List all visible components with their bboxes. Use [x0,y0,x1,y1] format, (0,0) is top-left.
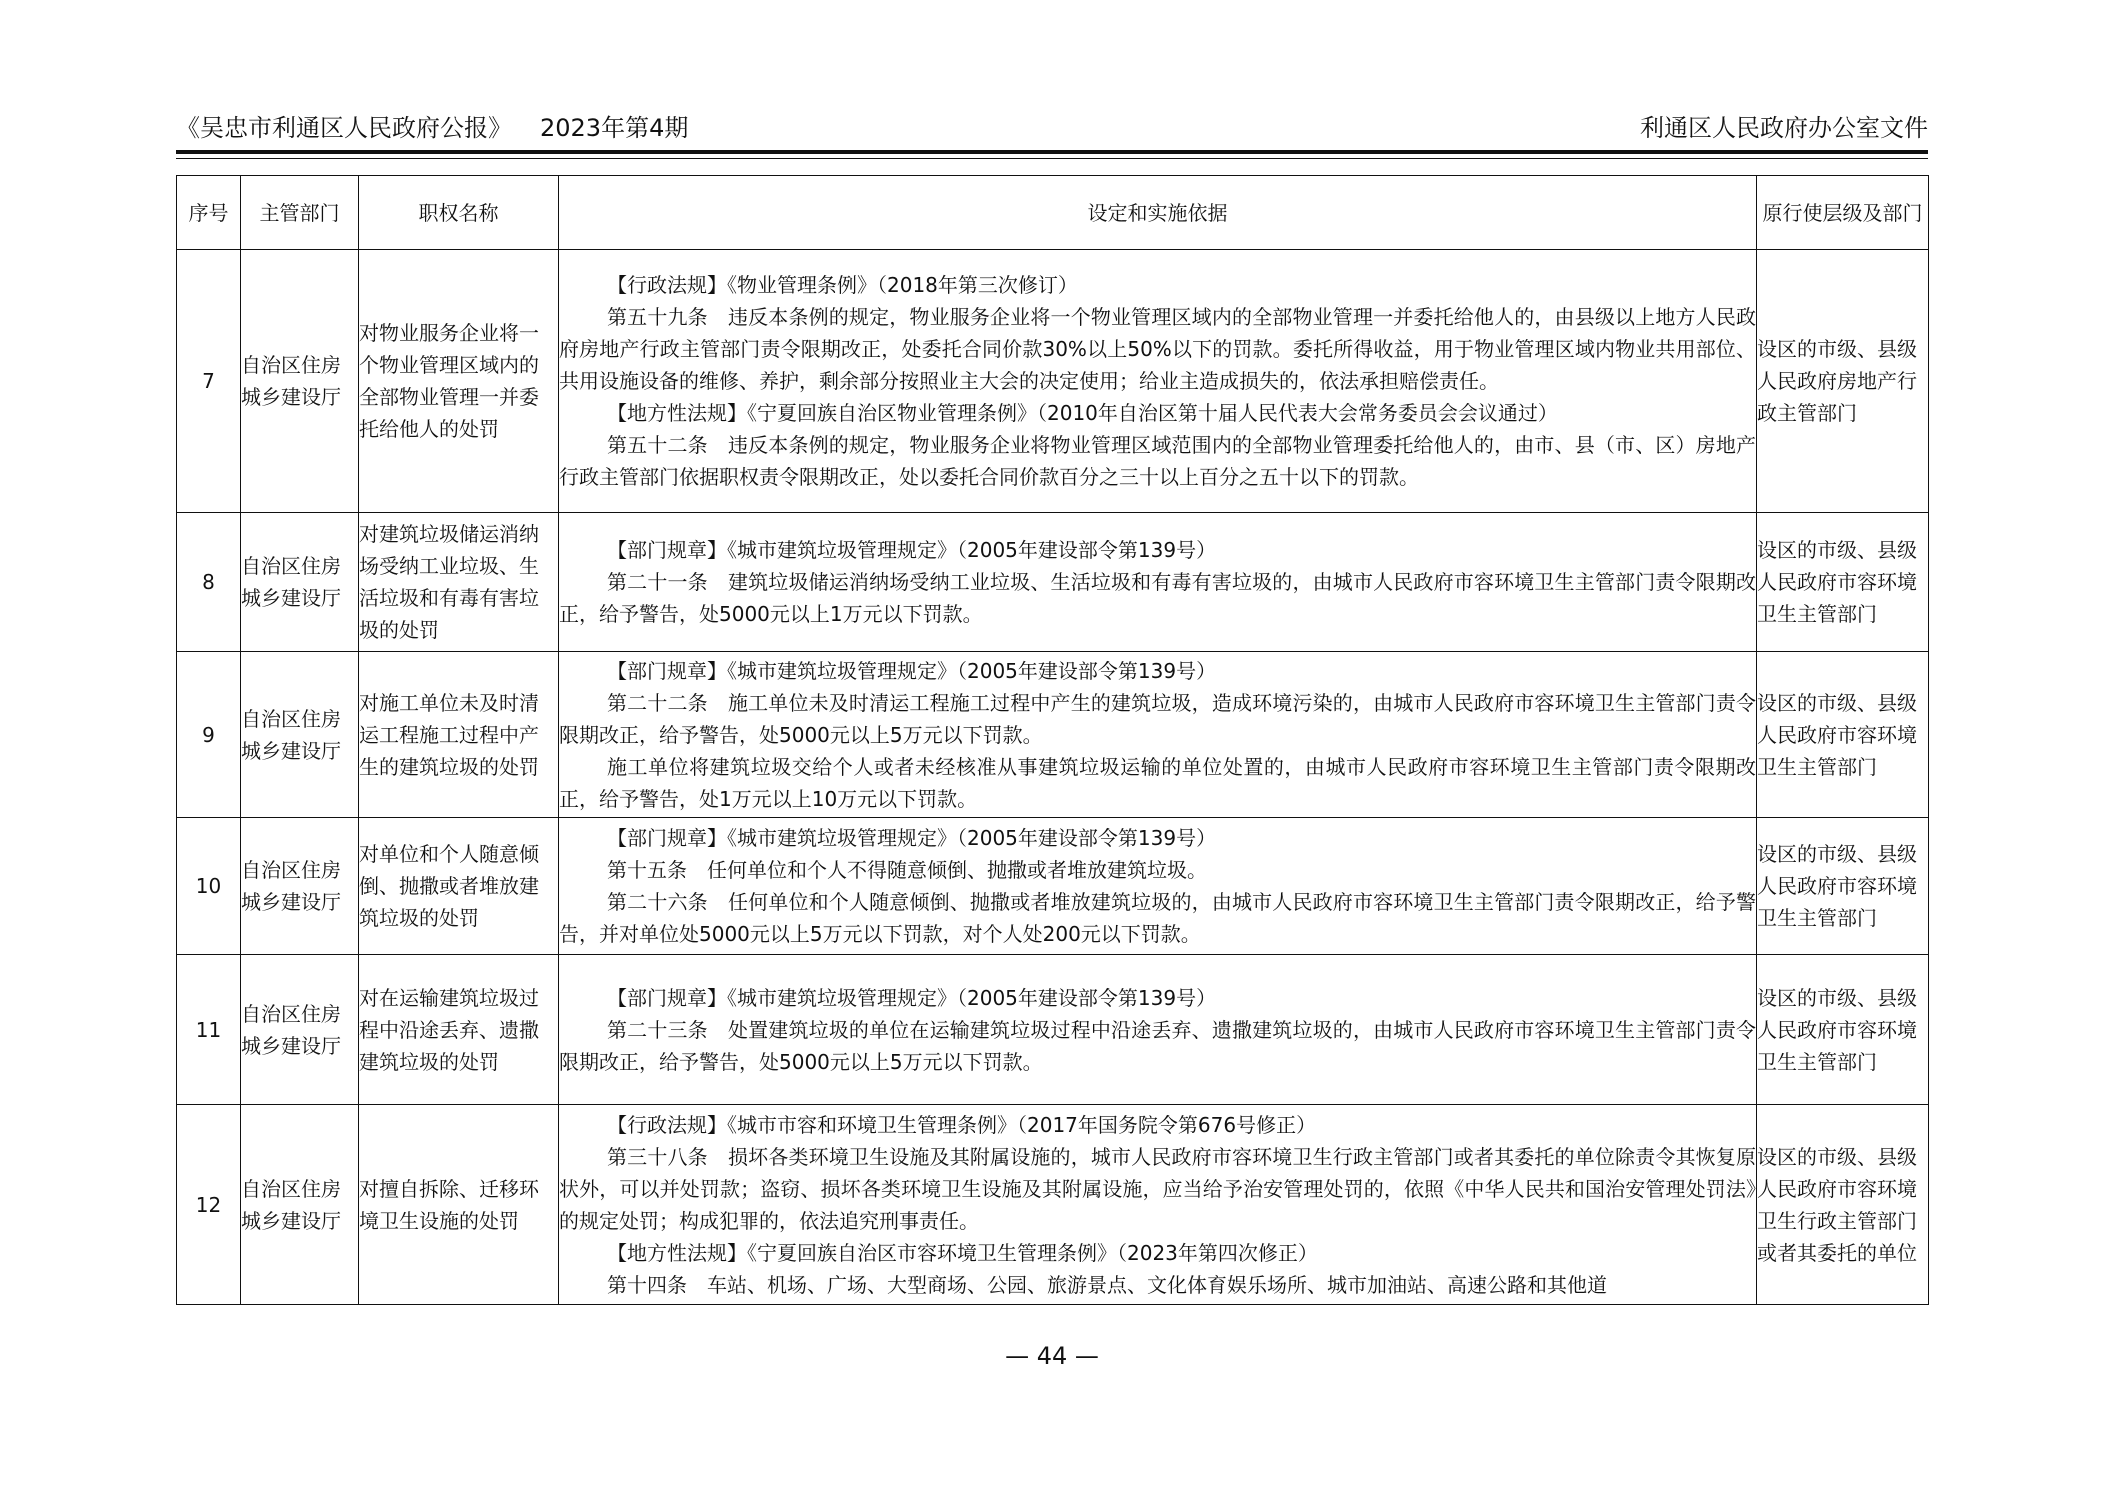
row-power-name: 对物业服务企业将一个物业管理区域内的全部物业管理一并委托给他人的处罚 [359,250,559,513]
basis-article: 第十四条 车站、机场、广场、大型商场、公园、旅游景点、文化体育娱乐场所、城市加油站、高速公路和其他道 [607,1272,1607,1297]
basis-article: 第五十二条 违反本条例的规定，物业服务企业将物业管理区域范围内的全部物业管理委托给他人的，由市、县（市、区）房地产行政主管部门依据职权责令限期改正，处以委托合同价款百分之三十以上百分之五十以下的罚款。 [559,433,1756,489]
header-left [176,108,688,148]
office-label: 利通区人民政府办公室文件 [1640,114,1928,142]
header-rule-thin [176,158,1928,159]
column-header-no: 序号 [177,176,241,250]
row-department: 自治区住房城乡建设厅 [241,818,359,955]
row-power-name: 对单位和个人随意倾倒、抛撒或者堆放建筑垃圾的处罚 [359,818,559,955]
basis-article: 施工单位将建筑垃圾交给个人或者未经核准从事建筑垃圾运输的单位处置的，由城市人民政府市容环境卫生主管部门责令限期改正，给予警告，处1万元以上10万元以下罚款。 [559,754,1756,811]
basis-article: 第二十六条 任何单位和个人随意倾倒、抛撒或者堆放建筑垃圾的，由城市人民政府市容环境卫生主管部门责令限期改正，给予警告，并对单位处5000元以上5万元以下罚款，对个人处200元以下罚款。 [559,890,1756,946]
row-basis [559,955,1757,1105]
row-basis [559,250,1757,513]
column-header-level: 原行使层级及部门 [1757,176,1929,250]
basis-article: 第二十三条 处置建筑垃圾的单位在运输建筑垃圾过程中沿途丢弃、遗撒建筑垃圾的，由城市人民政府市容环境卫生主管部门责令限期改正，给予警告，处5000元以上5万元以下罚款。 [559,1017,1756,1074]
table-row [177,955,1929,1105]
bulletin-title: 《吴忠市利通区人民政府公报》 [176,114,512,142]
page-number: — 44 — [1005,1342,1099,1370]
table-row [177,1105,1929,1305]
row-number: 9 [177,652,241,818]
row-original-level: 设区的市级、县级人民政府市容环境卫生主管部门 [1757,513,1929,652]
column-header-name: 职权名称 [359,176,559,250]
column-header-dept: 主管部门 [241,176,359,250]
row-original-level: 设区的市级、县级人民政府市容环境卫生主管部门 [1757,955,1929,1105]
basis-article: 第五十九条 违反本条例的规定，物业服务企业将一个物业管理区域内的全部物业管理一并委托给他人的，由县级以上地方人民政府房地产行政主管部门责令限期改正，处委托合同价款30%以上50%以下的罚款。委托所得收益，用于物业管理区域内物业共用部位、共用设施设备的维修、养护，剩余部分按照业主大会的决定使用；给业主造成损失的，依法承担赔偿责任。 [559,305,1756,393]
row-basis [559,1105,1757,1305]
page-header [176,108,1928,148]
table-row [177,513,1929,652]
table-row [177,652,1929,818]
basis-source: 【地方性法规】《宁夏回族自治区市容环境卫生管理条例》（2023年第四次修正） [607,1240,1318,1265]
row-number: 8 [177,513,241,652]
powers-table [176,175,1929,1305]
row-number: 7 [177,250,241,513]
row-power-name: 对在运输建筑垃圾过程中沿途丢弃、遗撒建筑垃圾的处罚 [359,955,559,1105]
row-department: 自治区住房城乡建设厅 [241,513,359,652]
basis-source: 【部门规章】《城市建筑垃圾管理规定》（2005年建设部令第139号） [607,538,1217,562]
basis-article: 第十五条 任何单位和个人不得随意倾倒、抛撒或者堆放建筑垃圾。 [607,858,1207,882]
row-power-name: 对擅自拆除、迁移环境卫生设施的处罚 [359,1105,559,1305]
header-rule-thick [176,150,1928,154]
row-number: 10 [177,818,241,955]
basis-article: 第三十八条 损坏各类环境卫生设施及其附属设施的，城市人民政府市容环境卫生行政主管部门或者其委托的单位除责令其恢复原状外，可以并处罚款；盗窃、损坏各类环境卫生设施及其附属设施，应当给予治安管理处罚的，依照《中华人民共和国治安管理处罚法》的规定处罚；构成犯罪的，依法追究刑事责任。 [559,1144,1756,1233]
row-department: 自治区住房城乡建设厅 [241,955,359,1105]
column-header-basis: 设定和实施依据 [559,176,1757,250]
table-row [177,818,1929,955]
row-original-level: 设区的市级、县级人民政府市容环境卫生行政主管部门或者其委托的单位 [1757,1105,1929,1305]
basis-source: 【部门规章】《城市建筑垃圾管理规定》（2005年建设部令第139号） [607,826,1217,850]
row-basis [559,818,1757,955]
basis-article: 第二十一条 建筑垃圾储运消纳场受纳工业垃圾、生活垃圾和有毒有害垃圾的，由城市人民政府市容环境卫生主管部门责令限期改正，给予警告，处5000元以上1万元以下罚款。 [559,570,1756,626]
row-original-level: 设区的市级、县级人民政府房地产行政主管部门 [1757,250,1929,513]
row-original-level: 设区的市级、县级人民政府市容环境卫生主管部门 [1757,652,1929,818]
row-number: 11 [177,955,241,1105]
basis-source: 【行政法规】《物业管理条例》（2018年第三次修订） [607,273,1078,297]
row-power-name: 对建筑垃圾储运消纳场受纳工业垃圾、生活垃圾和有毒有害垃圾的处罚 [359,513,559,652]
basis-article: 第二十二条 施工单位未及时清运工程施工过程中产生的建筑垃圾，造成环境污染的，由城市人民政府市容环境卫生主管部门责令限期改正，给予警告，处5000元以上5万元以下罚款。 [559,690,1756,747]
basis-source: 【部门规章】《城市建筑垃圾管理规定》（2005年建设部令第139号） [607,658,1217,683]
row-basis [559,652,1757,818]
row-original-level: 设区的市级、县级人民政府市容环境卫生主管部门 [1757,818,1929,955]
basis-source: 【部门规章】《城市建筑垃圾管理规定》（2005年建设部令第139号） [607,985,1217,1010]
table-row [177,250,1929,513]
basis-source: 【行政法规】《城市市容和环境卫生管理条例》（2017年国务院令第676号修正） [607,1112,1317,1137]
row-power-name: 对施工单位未及时清运工程施工过程中产生的建筑垃圾的处罚 [359,652,559,818]
table-header-row [177,176,1929,250]
issue-label: 2023年第4期 [540,114,689,142]
row-basis [559,513,1757,652]
row-department: 自治区住房城乡建设厅 [241,250,359,513]
row-department: 自治区住房城乡建设厅 [241,1105,359,1305]
row-number: 12 [177,1105,241,1305]
row-department: 自治区住房城乡建设厅 [241,652,359,818]
basis-source: 【地方性法规】《宁夏回族自治区物业管理条例》（2010年自治区第十届人民代表大会常务委员会会议通过） [607,401,1558,425]
